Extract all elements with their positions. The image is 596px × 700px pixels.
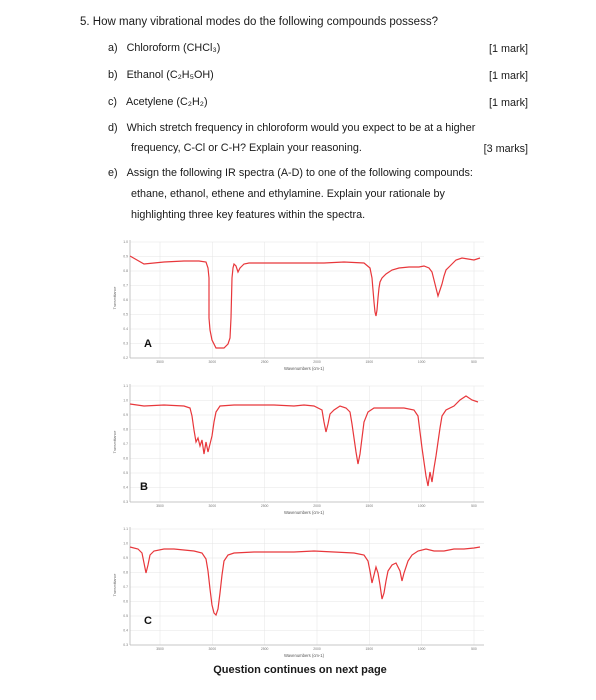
part-b — [108, 65, 214, 85]
spectrum-b-x-ticks — [156, 504, 477, 508]
spectrum-b-y-label: Transmittance — [113, 430, 117, 454]
part-e-line-1: Assign the following IR spectra (A-D) to one of the following compounds: — [126, 167, 473, 179]
x-tick-label: 2500 — [260, 647, 269, 651]
x-tick-label: 1500 — [365, 504, 374, 508]
spectrum-c-x-label: Wavenumbers (cm-1) — [283, 653, 325, 658]
x-tick-label: 2000 — [313, 360, 321, 364]
spectrum-b-x-label: Wavenumbers (cm-1) — [283, 510, 325, 515]
y-tick-label: 0.6 — [123, 599, 128, 604]
y-tick-label: 0.3 — [123, 341, 128, 346]
spectrum-a-trace — [130, 256, 480, 348]
x-tick-label: 1500 — [365, 360, 374, 364]
part-a — [108, 38, 220, 58]
y-tick-label: 0.5 — [123, 471, 128, 476]
spectrum-c-letter: C — [144, 615, 152, 627]
x-tick-label: 2000 — [313, 504, 321, 508]
y-tick-label: 0.7 — [123, 442, 128, 447]
part-a-mark: [1 mark] — [489, 43, 528, 55]
footer-text: Question continues on next page — [213, 664, 387, 676]
x-tick-label: 2500 — [260, 360, 269, 364]
spectrum-c-grid — [130, 529, 484, 645]
y-tick-label: 1.0 — [123, 541, 128, 546]
x-tick-label: 3500 — [156, 504, 164, 508]
y-tick-label: 0.4 — [123, 327, 128, 332]
y-tick-label: 1.0 — [123, 398, 128, 403]
spectrum-a-svg — [113, 238, 484, 378]
y-tick-label: 1.1 — [123, 527, 128, 532]
y-tick-label: 0.8 — [123, 570, 128, 575]
part-d-label: d) — [108, 122, 118, 134]
part-d-line-1: Which stretch frequency in chloroform would you expect to be at a higher — [126, 122, 476, 134]
x-tick-label: 500 — [471, 504, 477, 508]
spectrum-a-x-label: Wavenumbers (cm-1) — [283, 366, 325, 371]
x-tick-label: 3500 — [156, 647, 164, 651]
spectrum-b — [113, 382, 484, 522]
part-c-text: Acetylene (C₂H₂) — [126, 96, 208, 108]
spectrum-a — [113, 238, 484, 378]
spectrum-b-letter: B — [140, 481, 148, 493]
y-tick-label: 0.5 — [123, 614, 128, 619]
part-b-mark: [1 mark] — [489, 70, 528, 82]
spectrum-c-trace — [130, 547, 480, 615]
x-tick-label: 3500 — [156, 360, 164, 364]
part-d-line-2: frequency, C-Cl or C-H? Explain your reasoning. — [131, 142, 362, 154]
spectrum-c-y-ticks — [123, 527, 128, 647]
spectrum-a-x-ticks — [156, 360, 477, 364]
x-tick-label: 3000 — [208, 360, 217, 364]
spectrum-c — [113, 525, 484, 665]
part-b-text: Ethanol (C₂H₅OH) — [126, 69, 214, 81]
y-tick-label: 1.0 — [123, 240, 128, 245]
x-tick-label: 3000 — [208, 504, 217, 508]
part-c — [108, 92, 208, 112]
x-tick-label: 2500 — [260, 504, 269, 508]
y-tick-label: 1.1 — [123, 384, 128, 389]
x-tick-label: 500 — [471, 360, 477, 364]
y-tick-label: 0.2 — [123, 356, 128, 361]
y-tick-label: 0.7 — [123, 283, 128, 288]
y-tick-label: 0.4 — [123, 628, 128, 633]
part-e-line-2: ethane, ethanol, ethene and ethylamine. Explain your rationale by — [131, 188, 445, 200]
part-d — [108, 118, 475, 138]
footer-note — [0, 664, 596, 676]
part-a-label: a) — [108, 42, 118, 54]
x-tick-label: 1000 — [417, 647, 426, 651]
spectrum-a-y-label: Transmittance — [113, 286, 117, 310]
question-title: 5. How many vibrational modes do the following compounds possess? — [80, 16, 438, 28]
y-tick-label: 0.3 — [123, 643, 128, 648]
part-e-label: e) — [108, 167, 118, 179]
y-tick-label: 0.9 — [123, 413, 128, 418]
y-tick-label: 0.8 — [123, 269, 128, 274]
x-tick-label: 1500 — [365, 647, 374, 651]
spectrum-a-letter: A — [144, 338, 152, 350]
y-tick-label: 0.8 — [123, 427, 128, 432]
part-a-text: Chloroform (CHCl₃) — [126, 42, 221, 54]
x-tick-label: 500 — [471, 647, 477, 651]
spectrum-a-y-ticks — [123, 240, 128, 360]
x-tick-label: 2000 — [313, 647, 321, 651]
x-tick-label: 1000 — [417, 360, 426, 364]
y-tick-label: 0.6 — [123, 298, 128, 303]
spectrum-c-y-label: Transmittance — [113, 573, 117, 597]
x-tick-label: 3000 — [208, 647, 217, 651]
part-c-mark: [1 mark] — [489, 97, 528, 109]
spectrum-b-svg — [113, 382, 484, 522]
y-tick-label: 0.9 — [123, 254, 128, 259]
part-d-mark: [3 marks] — [483, 143, 528, 155]
y-tick-label: 0.3 — [123, 500, 128, 505]
y-tick-label: 0.6 — [123, 456, 128, 461]
part-c-label: c) — [108, 96, 117, 108]
y-tick-label: 0.9 — [123, 556, 128, 561]
part-e-line-3: highlighting three key features within the spectra. — [131, 209, 366, 221]
spectrum-b-grid — [130, 386, 484, 502]
y-tick-label: 0.5 — [123, 312, 128, 317]
spectrum-b-y-ticks — [123, 384, 128, 504]
spectrum-c-svg — [113, 525, 484, 665]
x-tick-label: 1000 — [417, 504, 426, 508]
spectrum-b-trace — [130, 396, 478, 486]
spectrum-a-grid — [130, 242, 484, 358]
spectrum-c-x-ticks — [156, 647, 477, 651]
part-b-label: b) — [108, 69, 118, 81]
y-tick-label: 0.4 — [123, 485, 128, 490]
y-tick-label: 0.7 — [123, 585, 128, 590]
part-e — [108, 163, 473, 183]
